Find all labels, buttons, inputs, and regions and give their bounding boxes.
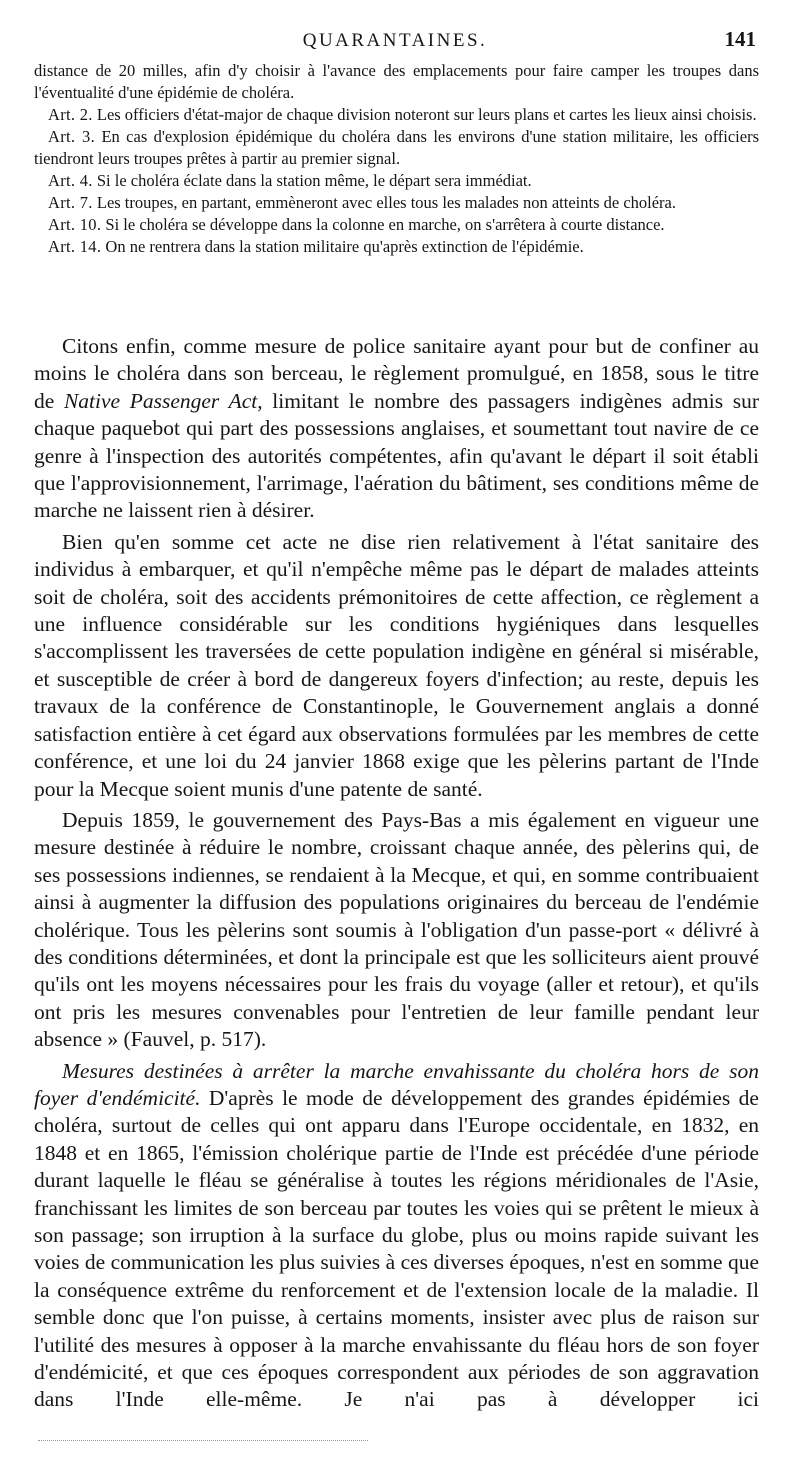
article-continuation — [34, 60, 759, 104]
article-10 — [34, 214, 759, 236]
footer-rule — [38, 1440, 368, 1441]
article-14 — [34, 236, 759, 258]
article-text: distance de 20 milles, afin d'y choisir à l'avance des emplacements pour faire camper les troupes dans l'éventualité d'une épidémie de choléra. — [34, 61, 759, 102]
article-number: Art. 4. — [48, 171, 93, 190]
running-title: QUARANTAINES. — [302, 30, 488, 51]
article-text: Les troupes, en partant, emmèneront avec elles tous les malades non atteints de choléra. — [96, 193, 676, 212]
article-2 — [34, 104, 759, 126]
paragraph-measures — [34, 1058, 759, 1414]
article-number: Art. 2. — [48, 105, 93, 124]
page-number: 141 — [724, 27, 756, 51]
article-number: Art. 10. — [48, 215, 102, 234]
paragraph-native-passenger-act — [34, 333, 759, 525]
paragraph-netherlands: Depuis 1859, le gouvernement des Pays-Bas a mis également en vigueur une mesure destinée à réduire le nombre, croissant chaque année, des pèlerins qui, de ses possessions indiennes, se rendaient à la Mecque, et qui, en somme contribuaient ainsi à augmenter la diffusion des populations originaires du berceau de l'endémie cholérique. Tous les pèlerins sont soumis à l'obligation d'un passe-port « délivré à des conditions déterminées, et dont la principale est que les solliciteurs aient prouvé qu'ils ont les moyens nécessaires pour les frais du voyage (aller et retour), et qu'ils ont pris les mesures convenables pour l'entretien de leur famille pendant leur absence » (Fauvel, p. 517). — [34, 807, 759, 1052]
section-heading: Mesures destinées à arrêter la marche envahissante du choléra hors de son foyer d'endémicité. — [34, 1058, 759, 1110]
act-title: Native Passenger Act — [63, 388, 258, 413]
article-3 — [34, 126, 759, 170]
article-4 — [34, 170, 759, 192]
article-text: On ne rentrera dans la station militaire qu'après extinction de l'épidémie. — [105, 237, 584, 256]
article-text: Les officiers d'état-major de chaque division noteront sur leurs plans et cartes les lieux ainsi choisis. — [96, 105, 757, 124]
running-head — [34, 27, 756, 56]
article-number: Art. 7. — [48, 193, 93, 212]
paragraph-sanitary-state: Bien qu'en somme cet acte ne dise rien relativement à l'état sanitaire des individus à embarquer, et qu'il n'empêche même pas le départ de malades atteints soit de choléra, soit des accidents prémonitoires de cette affection, ce règlement a une influence considérable sur les conditions hygiéniques dans lesquelles s'accomplissent les traversées de cette population indigène en général si misérable, et susceptible de créer à bord de dangereux foyers d'infection; au reste, depuis les travaux de la conférence de Constantinople, le Gouvernement anglais a donné satisfaction entière à cet égard aux observations formulées par les membres de cette conférence, et une loi du 24 janvier 1868 exige que les pèlerins partant de l'Inde pour la Mecque soient munis d'une patente de santé. — [34, 529, 759, 801]
paragraph-text: D'après le mode de développement des grandes épidémies de choléra, surtout de celles qui ont apparu dans l'Europe occidentale, en 1832, en 1848 et en 1865, l'émission cholérique partie de l'Inde est précédée d'une période durant laquelle le fléau se généralise à toutes les régions méridionales de l'Asie, franchissant les limites de son berceau par toutes les voies qui se prêtent le mieux à son passage; son irruption à la surface du globe, plus ou moins rapide suivant les voies de communication les plus suivies à ces diverses époques, n'est en somme que la conséquence extrême du renforcement et de l'extension locale de la maladie. Il semble donc que l'on puisse, à certains moments, insister avec plus de raison sur l'utilité des mesures à opposer à la marche envahissante du fléau hors de son foyer d'endémicité, et que ces époques correspondent aux périodes de son aggravation dans l'Inde elle-même. Je n'ai pas à développer ici — [34, 1085, 759, 1412]
article-7 — [34, 192, 759, 214]
paragraph-text: Citons enfin, comme mesure de police sanitaire ayant pour but de confiner au moins le choléra dans son berceau, le règlement promulgué, en 1858, sous le titre de — [34, 334, 759, 413]
regulation-articles — [34, 60, 759, 258]
article-text: Si le choléra éclate dans la station même, le départ sera immédiat. — [96, 171, 532, 190]
article-text: Si le choléra se développe dans la colonne en marche, on s'arrêtera à courte distance. — [105, 215, 665, 234]
article-number: Art. 14. — [48, 237, 102, 256]
article-number: Art. 3. — [48, 127, 96, 146]
paragraph-text: , limitant le nombre des passagers indigènes admis sur chaque paquebot qui part des possessions anglaises, et soumettant tout navire de ce genre à l'inspection des autorités compétentes, afin qu'avant le départ il soit établi que l'approvisionnement, l'arrimage, l'aération du bâtiment, ses conditions même de marche ne laissent rien à désirer. — [34, 388, 759, 523]
article-text: En cas d'explosion épidémique du choléra dans les environs d'une station militaire, les officiers tiendront leurs troupes prêtes à partir au premier signal. — [34, 127, 760, 168]
body-text — [34, 333, 759, 1414]
